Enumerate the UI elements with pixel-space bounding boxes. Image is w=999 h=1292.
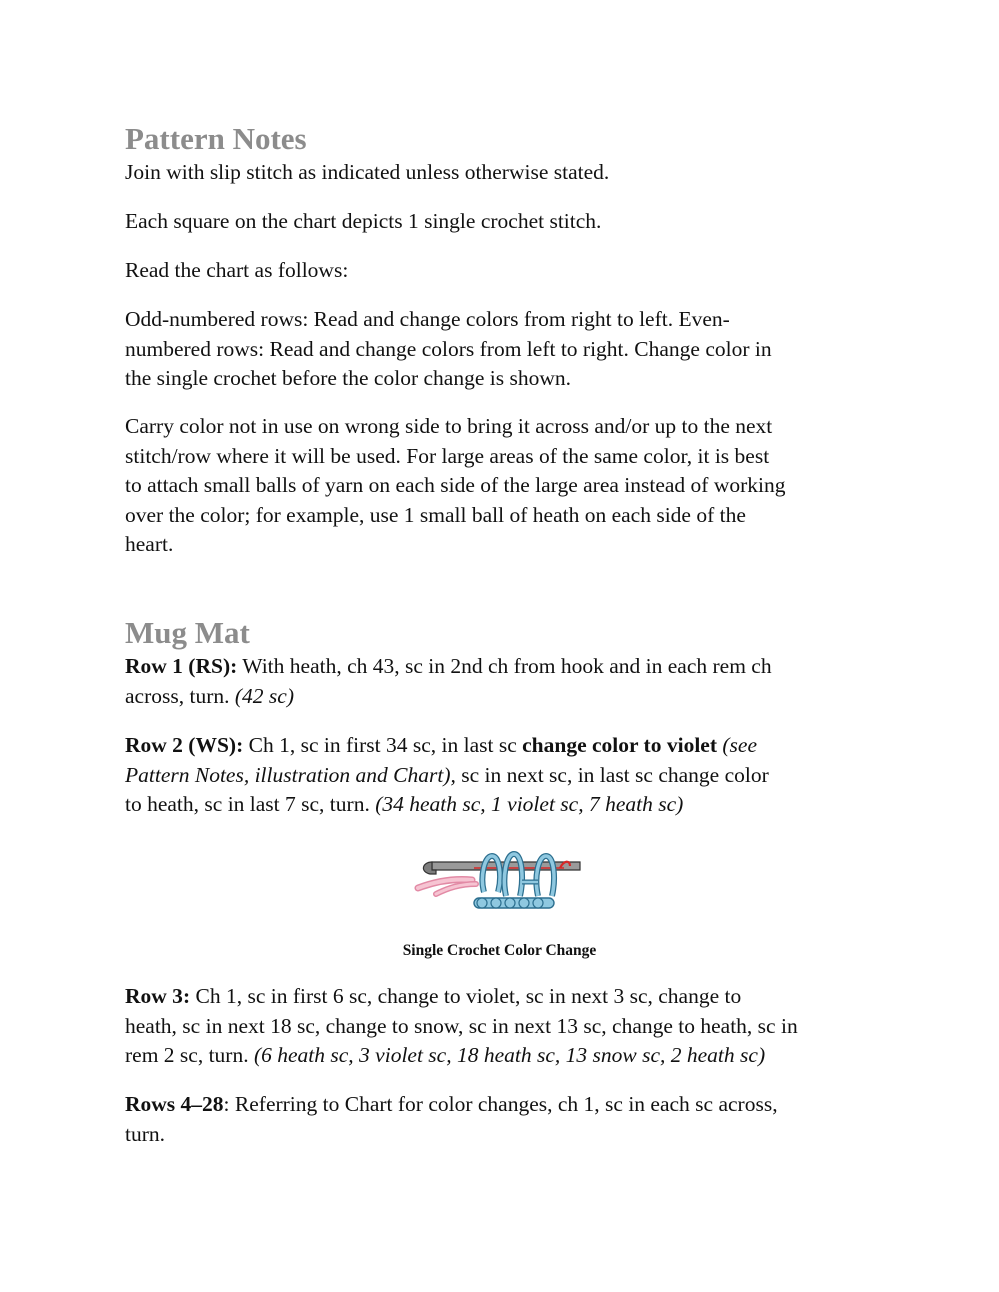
row2-see-notes: (see (717, 733, 757, 757)
note-row-direction-line: the single crochet before the color change is shown. (125, 366, 571, 390)
pattern-notes-heading: Pattern Notes (125, 121, 307, 156)
rows4-28-label: Rows 4–28 (125, 1092, 224, 1116)
note-carry-color-line: Carry color not in use on wrong side to bring it across and/or up to the next (125, 414, 773, 438)
note-carry-color-line: over the color; for example, use 1 small ball of heath on each side of the (125, 502, 746, 527)
note-read-chart: Read the chart as follows: (125, 258, 349, 282)
note-chart-square: Each square on the chart depicts 1 single crochet stitch. (125, 209, 602, 233)
rows4-28-text-cont: turn. (125, 1121, 166, 1146)
single-crochet-color-change-illustration (414, 848, 584, 912)
figure-caption: Single Crochet Color Change (402, 942, 597, 959)
note-carry-color-line: stitch/row where it will be used. For large areas of the same color, it is best (125, 443, 770, 468)
note-row-direction-line: Odd-numbered rows: Read and change colors from right to left. Even- (125, 307, 730, 331)
note-carry-color (125, 412, 885, 560)
note-carry-color-line: to attach small balls of yarn on each side of the large area instead of working (125, 473, 786, 497)
note-row-direction-line: numbered rows: Read and change colors from left to right. Change color in (125, 336, 772, 361)
rows4-28-instruction (125, 1090, 885, 1149)
row1-text: With heath, ch 43, sc in 2nd ch from hook and in each rem ch (237, 654, 772, 678)
row2-text-cont: sc in next sc, in last sc change color (455, 762, 769, 787)
blue-stitch (477, 898, 487, 908)
row3-instruction (125, 982, 885, 1071)
note-row-direction (125, 305, 885, 394)
row2-color-change: change color to violet (522, 733, 717, 757)
row1-text-cont: across, turn. (125, 683, 235, 708)
mug-mat-heading: Mug Mat (125, 615, 250, 650)
row3-label: Row 3 (125, 984, 183, 1008)
row3-text: Ch 1, sc in first 6 sc, change to violet, sc in next 3 sc, change to (190, 984, 742, 1008)
blue-stitch (505, 898, 515, 908)
row1-count: (42 sc) (234, 683, 294, 708)
note-carry-color-line: heart. (125, 532, 174, 556)
row3-text-end: rem 2 sc, turn. (125, 1043, 254, 1067)
blue-stitch (519, 898, 529, 908)
rows4-28-text: : Referring to Chart for color changes, ch 1, sc in each sc across, (223, 1092, 778, 1116)
row2-instruction (125, 731, 885, 820)
row2-count: (34 heath sc, 1 violet sc, 7 heath sc) (375, 792, 684, 816)
note-join: Join with slip stitch as indicated unless otherwise stated. (125, 160, 610, 184)
row2-label: Row 2 (WS): (125, 733, 244, 757)
blue-stitch (533, 898, 543, 908)
row3-count: (6 heath sc, 3 violet sc, 18 heath sc, 13 snow sc, 2 heath sc) (253, 1043, 766, 1067)
row1-instruction (125, 652, 885, 711)
row2-see-notes-cont: Pattern Notes, illustration and Chart), (125, 762, 456, 787)
row3-colon: : (182, 984, 191, 1008)
row1-label: Row 1 (RS): (125, 654, 238, 678)
row2-text-end: to heath, sc in last 7 sc, turn. (125, 792, 376, 816)
row2-text: Ch 1, sc in first 34 sc, in last sc (243, 733, 523, 757)
blue-stitch (491, 898, 501, 908)
row3-text-cont: heath, sc in next 18 sc, change to snow, sc in next 13 sc, change to heath, sc in (125, 1013, 798, 1038)
